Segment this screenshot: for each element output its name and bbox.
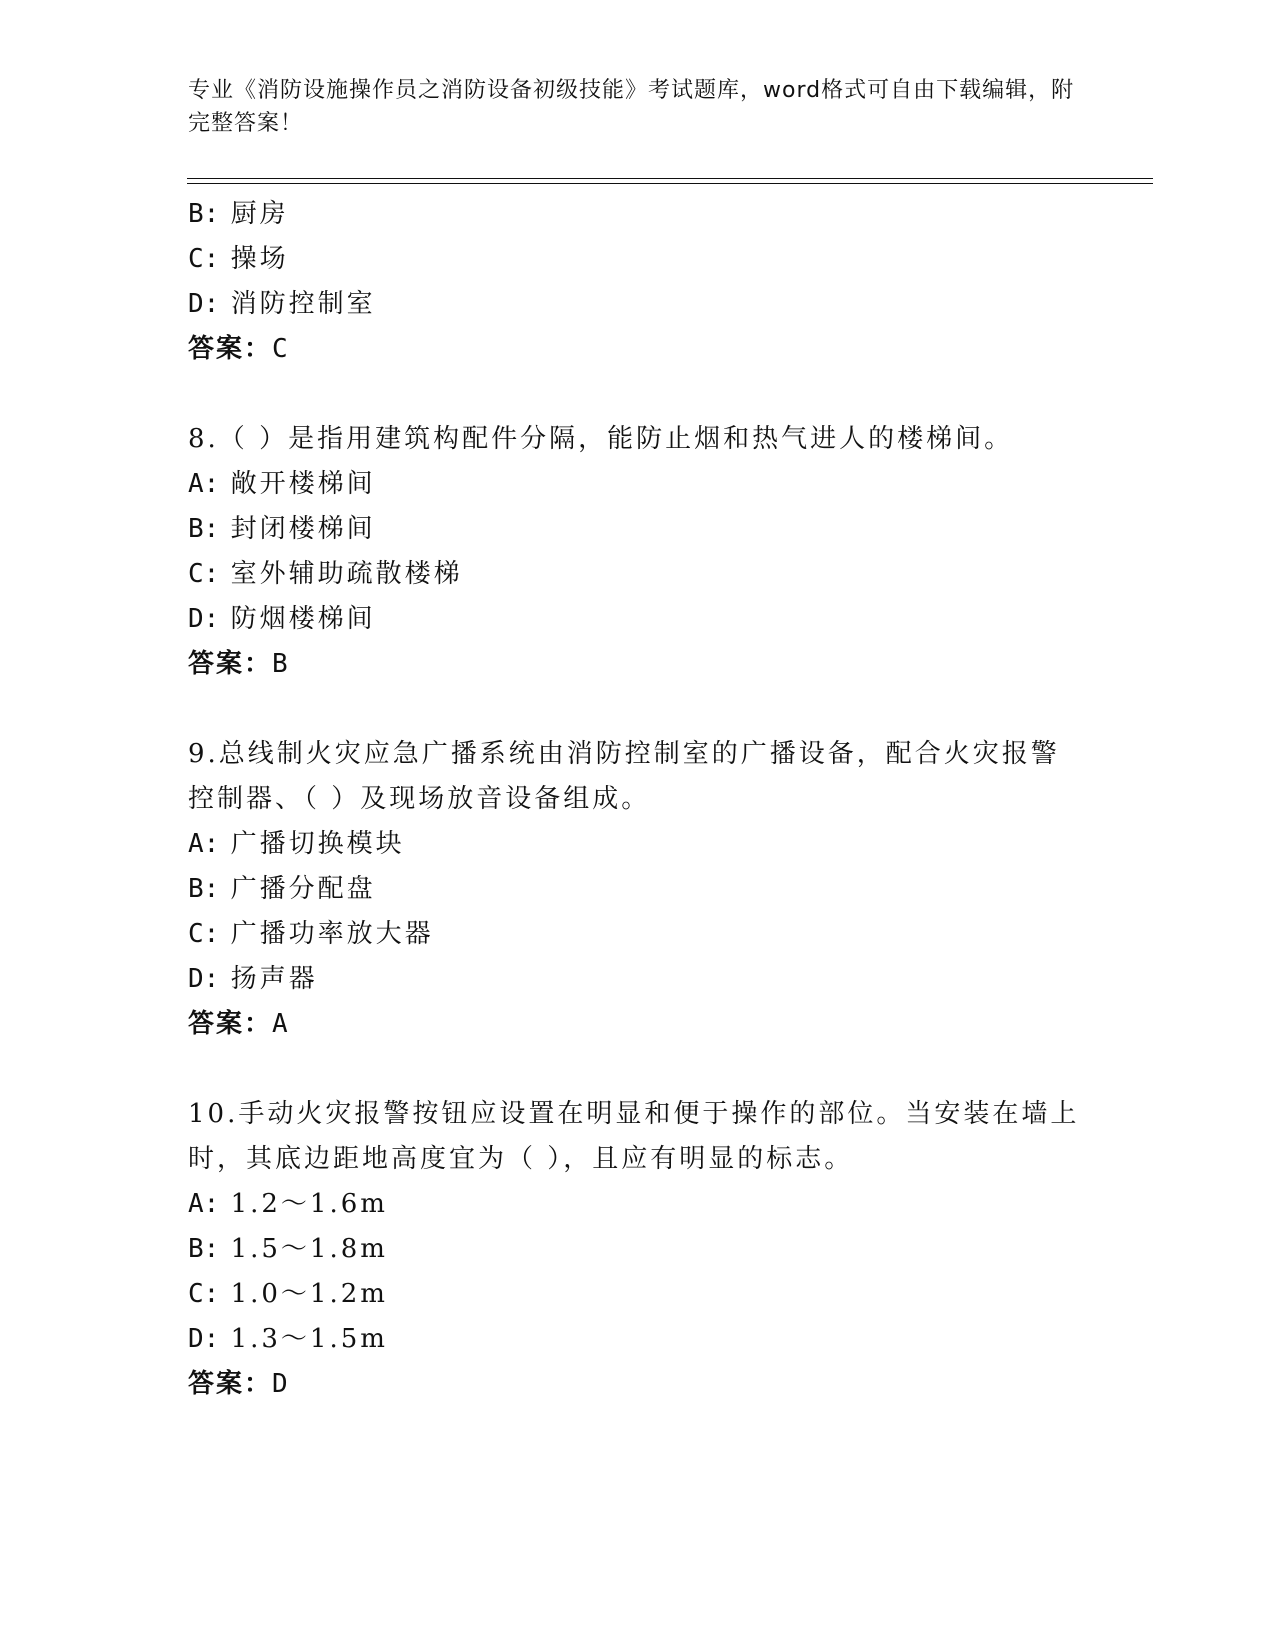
answer-value: B [272,649,290,679]
option-text: 敞开楼梯间 [230,469,376,499]
option-q8-d [188,598,376,635]
option-letter: B: [188,874,220,904]
option-text: 广播功率放大器 [230,919,434,949]
answer-label: 答案： [188,649,273,679]
option-letter: B: [188,1234,220,1264]
answer-value: C [272,334,290,364]
option-letter: B: [188,199,220,229]
option-q8-c [188,553,463,590]
option-text: 消防控制室 [230,289,376,319]
option-text: 操场 [230,244,289,274]
option-letter: D: [188,1324,220,1354]
option-letter: A: [188,1189,220,1219]
question-q9-stem-line1: 9.总线制火灾应急广播系统由消防控制室的广播设备，配合火灾报警 [188,739,1060,769]
option-letter: D: [188,604,220,634]
option-letter: C: [188,1279,220,1309]
option-letter: C: [188,559,220,589]
option-letter: D: [188,964,220,994]
answer-label: 答案： [188,334,273,364]
option-letter: D: [188,289,220,319]
question-q8-stem: 8.（ ）是指用建筑构配件分隔，能防止烟和热气进人的楼梯间。 [188,424,1014,454]
option-letter: A: [188,469,220,499]
option-text: 1.2～1.6m [230,1189,388,1219]
option-q7-b [188,193,289,230]
option-text: 封闭楼梯间 [230,514,376,544]
document-header: 专业《消防设施操作员之消防设备初级技能》考试题库，word格式可自由下载编辑，附完整答案！ [188,78,1075,136]
option-q7-c [188,238,289,275]
option-q10-d [188,1318,388,1355]
option-q8-a [188,463,376,500]
option-q10-c [188,1273,388,1310]
option-text: 1.5～1.8m [230,1234,388,1264]
header-divider [187,178,1153,184]
option-q8-b [188,508,376,545]
answer-q8 [188,643,290,680]
option-q9-a [188,823,405,860]
answer-label: 答案： [188,1369,273,1399]
option-text: 室外辅助疏散楼梯 [230,559,463,589]
option-text: 1.3～1.5m [230,1324,388,1354]
option-q9-b [188,868,376,905]
option-text: 厨房 [230,199,289,229]
option-text: 扬声器 [230,964,318,994]
answer-label: 答案： [188,1009,273,1039]
answer-q7 [188,328,290,365]
question-q10-stem-line1: 10.手动火灾报警按钮应设置在明显和便于操作的部位。当安装在墙上 [188,1099,1080,1129]
option-q9-d [188,958,318,995]
option-q7-d [188,283,376,320]
option-text: 1.0～1.2m [230,1279,388,1309]
answer-value: A [272,1009,290,1039]
option-q10-a [188,1183,388,1220]
option-q10-b [188,1228,388,1265]
answer-q10 [188,1363,290,1400]
option-letter: B: [188,514,220,544]
option-text: 广播分配盘 [230,874,376,904]
option-letter: A: [188,829,220,859]
answer-value: D [272,1369,290,1399]
option-text: 广播切换模块 [230,829,405,859]
answer-q9 [188,1003,290,1040]
option-letter: C: [188,244,220,274]
question-q9-stem-line2: 控制器、（ ）及现场放音设备组成。 [188,784,651,814]
option-text: 防烟楼梯间 [230,604,376,634]
option-q9-c [188,913,434,950]
option-letter: C: [188,919,220,949]
question-q10-stem-line2: 时，其底边距地高度宜为（ ），且应有明显的标志。 [188,1144,854,1174]
